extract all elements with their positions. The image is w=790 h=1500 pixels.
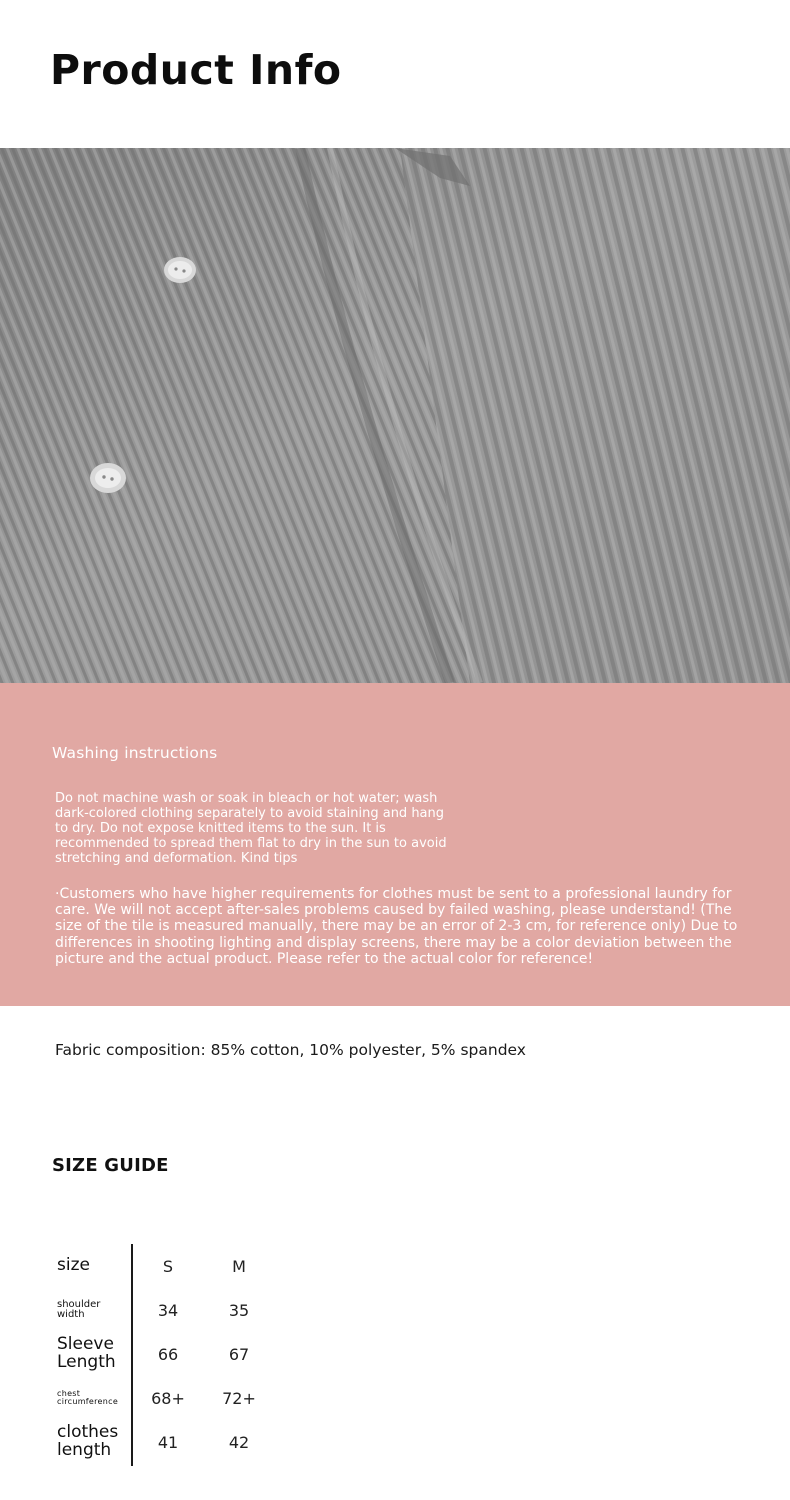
washing-instructions-text: Do not machine wash or soak in bleach or hot water; wash dark-colored clothing separately to avoid staining and hang to dry. Do not expose knitted items to the sun. It is recommended to spread them flat to dry in the sun to avoid stretching and deformation. Kind tips	[55, 791, 447, 866]
row-label: Sleeve Length	[57, 1334, 116, 1372]
size-guide-title: SIZE GUIDE	[52, 1155, 169, 1176]
row-label: chest circumference	[57, 1388, 119, 1406]
ribbed-knit-fabric-image	[0, 148, 790, 683]
cell-m: 72+	[222, 1388, 256, 1408]
washing-instructions-heading: Washing instructions	[52, 744, 218, 762]
fabric-composition: Fabric composition: 85% cotton, 10% polyester, 5% spandex	[55, 1041, 526, 1059]
cell-s: S	[162, 1256, 174, 1276]
cell-s: 41	[157, 1432, 179, 1452]
row-label: clothes length	[57, 1422, 119, 1460]
cell-s: 34	[157, 1300, 179, 1320]
cell-s: 68+	[151, 1388, 185, 1408]
row-label: shoulder width	[57, 1298, 101, 1320]
product-fabric-image	[0, 148, 790, 683]
table-row	[57, 1332, 297, 1376]
table-row	[57, 1376, 297, 1420]
size-guide-table	[57, 1244, 297, 1466]
table-row	[57, 1244, 297, 1288]
button-icon	[90, 463, 126, 493]
page-title: Product Info	[50, 46, 342, 94]
cell-m: M	[232, 1256, 246, 1276]
cell-s: 66	[157, 1344, 179, 1364]
button-icon	[164, 257, 196, 283]
row-label: size	[57, 1255, 90, 1276]
table-row	[57, 1288, 297, 1332]
washing-instructions-panel	[0, 683, 790, 1006]
kind-tips-text: ·Customers who have higher requirements for clothes must be sent to a professional laundry for care. We will not accept after-sales problems caused by failed washing, please understand! (The size of the tile is measured manually, there may be an error of 2-3 cm, for reference only) Due to differences in shooting lighting and display screens, there may be a color deviation between the picture and the actual product. Please refer to the actual color for reference!	[55, 886, 738, 967]
cell-m: 67	[228, 1344, 250, 1364]
table-row	[57, 1420, 297, 1464]
cell-m: 42	[228, 1432, 250, 1452]
cell-m: 35	[228, 1300, 250, 1320]
